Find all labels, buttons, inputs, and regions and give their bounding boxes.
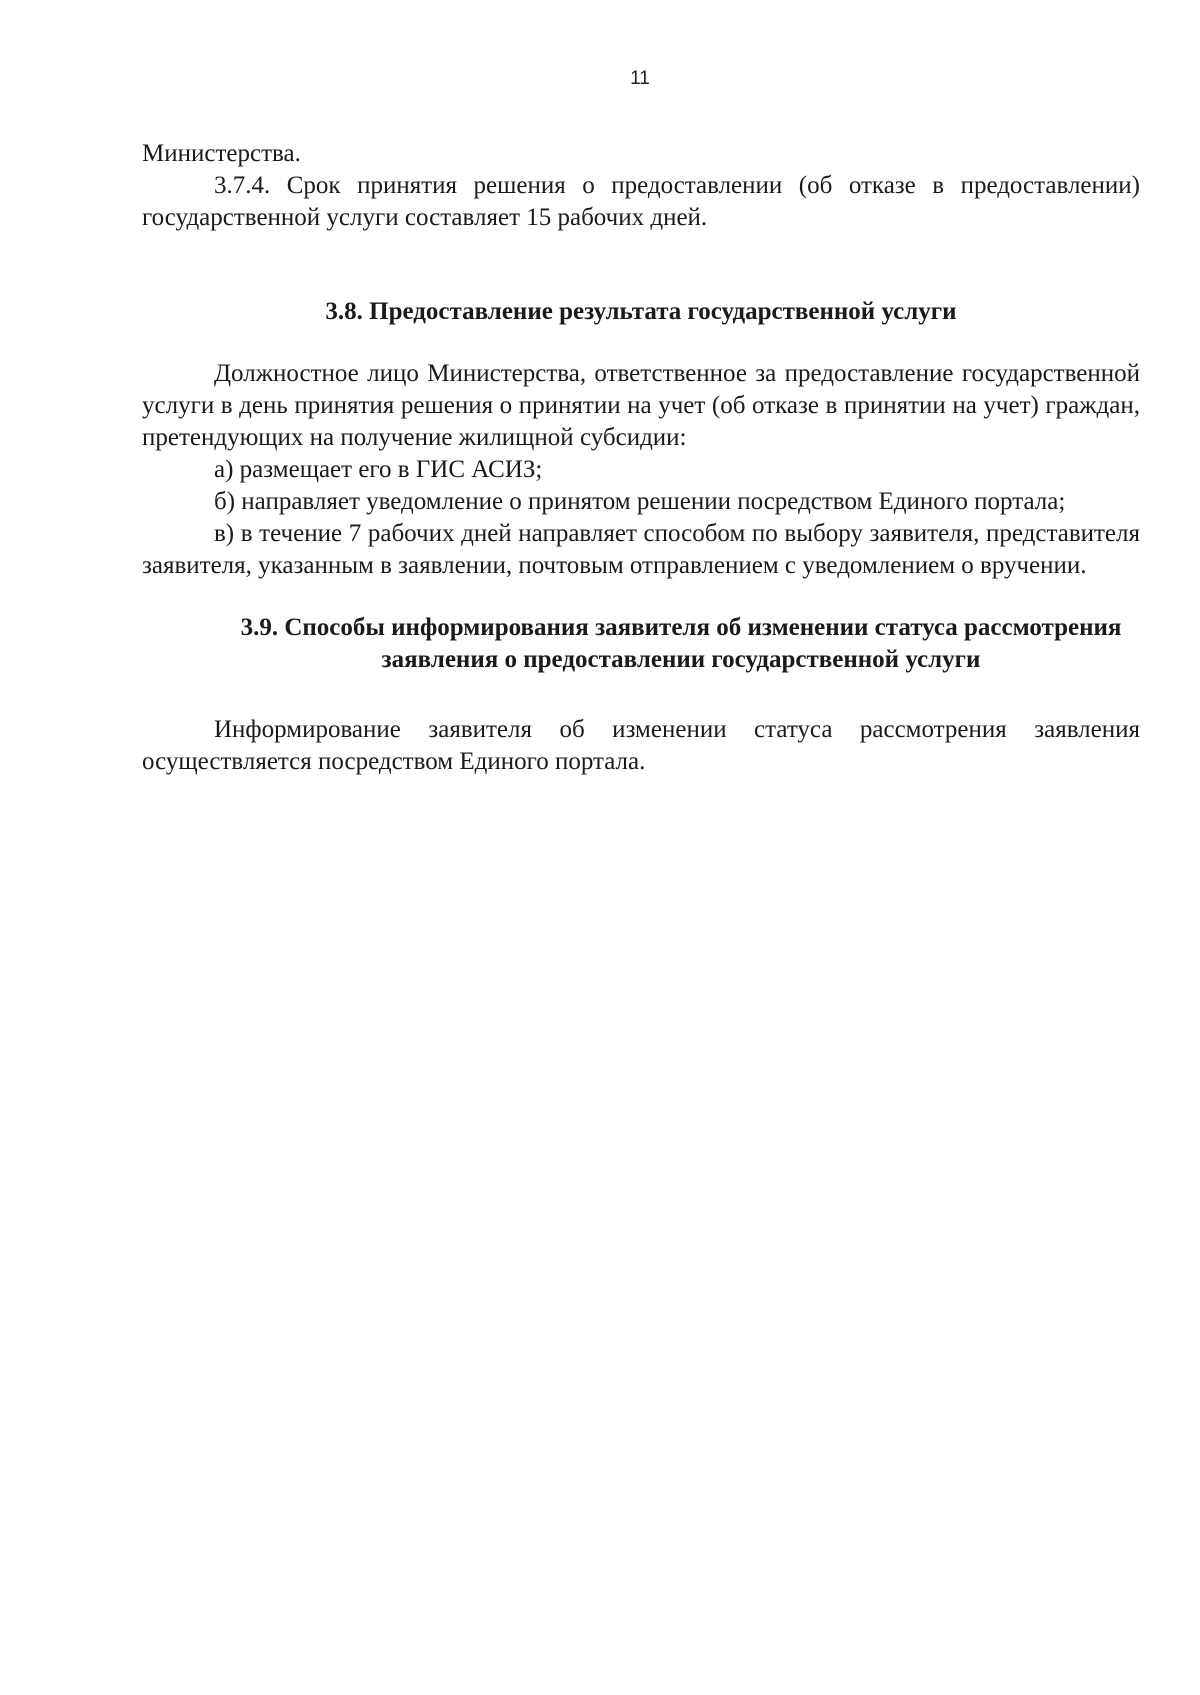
paragraph-status-informing: Информирование заявителя об изменении статуса рассмотрения заявления осуществляется посредством Единого портала. <box>142 716 1140 775</box>
document-body <box>142 138 1140 778</box>
list-item-a: а) размещает его в ГИС АСИЗ; <box>214 456 543 483</box>
page-number: 11 <box>630 68 650 89</box>
paragraph-ministry-continuation: Министерства. <box>142 140 301 167</box>
list-item-v: в) в течение 7 рабочих дней направляет способом по выбору заявителя, представителя заявителя, указанным в заявлении, почтовым отправлением с уведомлением о вручении. <box>142 520 1140 579</box>
paragraph-official-responsibility: Должностное лицо Министерства, ответственное за предоставление государственной услуги в день принятия решения о принятии на учет (об отказе в принятии на учет) граждан, претендующих на получение жилищной субсидии: <box>142 360 1140 451</box>
list-item-b: б) направляет уведомление о принятом решении посредством Единого портала; <box>214 488 1066 515</box>
section-heading-3-8: 3.8. Предоставление результата государственной услуги <box>325 298 957 325</box>
paragraph-3-7-4: 3.7.4. Срок принятия решения о предоставлении (об отказе в предоставлении) государственной услуги составляет 15 рабочих дней. <box>142 172 1140 231</box>
section-heading-3-9: 3.9. Способы информирования заявителя об изменении статуса рассмотрения заявления о предоставлении государственной услуги <box>240 614 1122 673</box>
